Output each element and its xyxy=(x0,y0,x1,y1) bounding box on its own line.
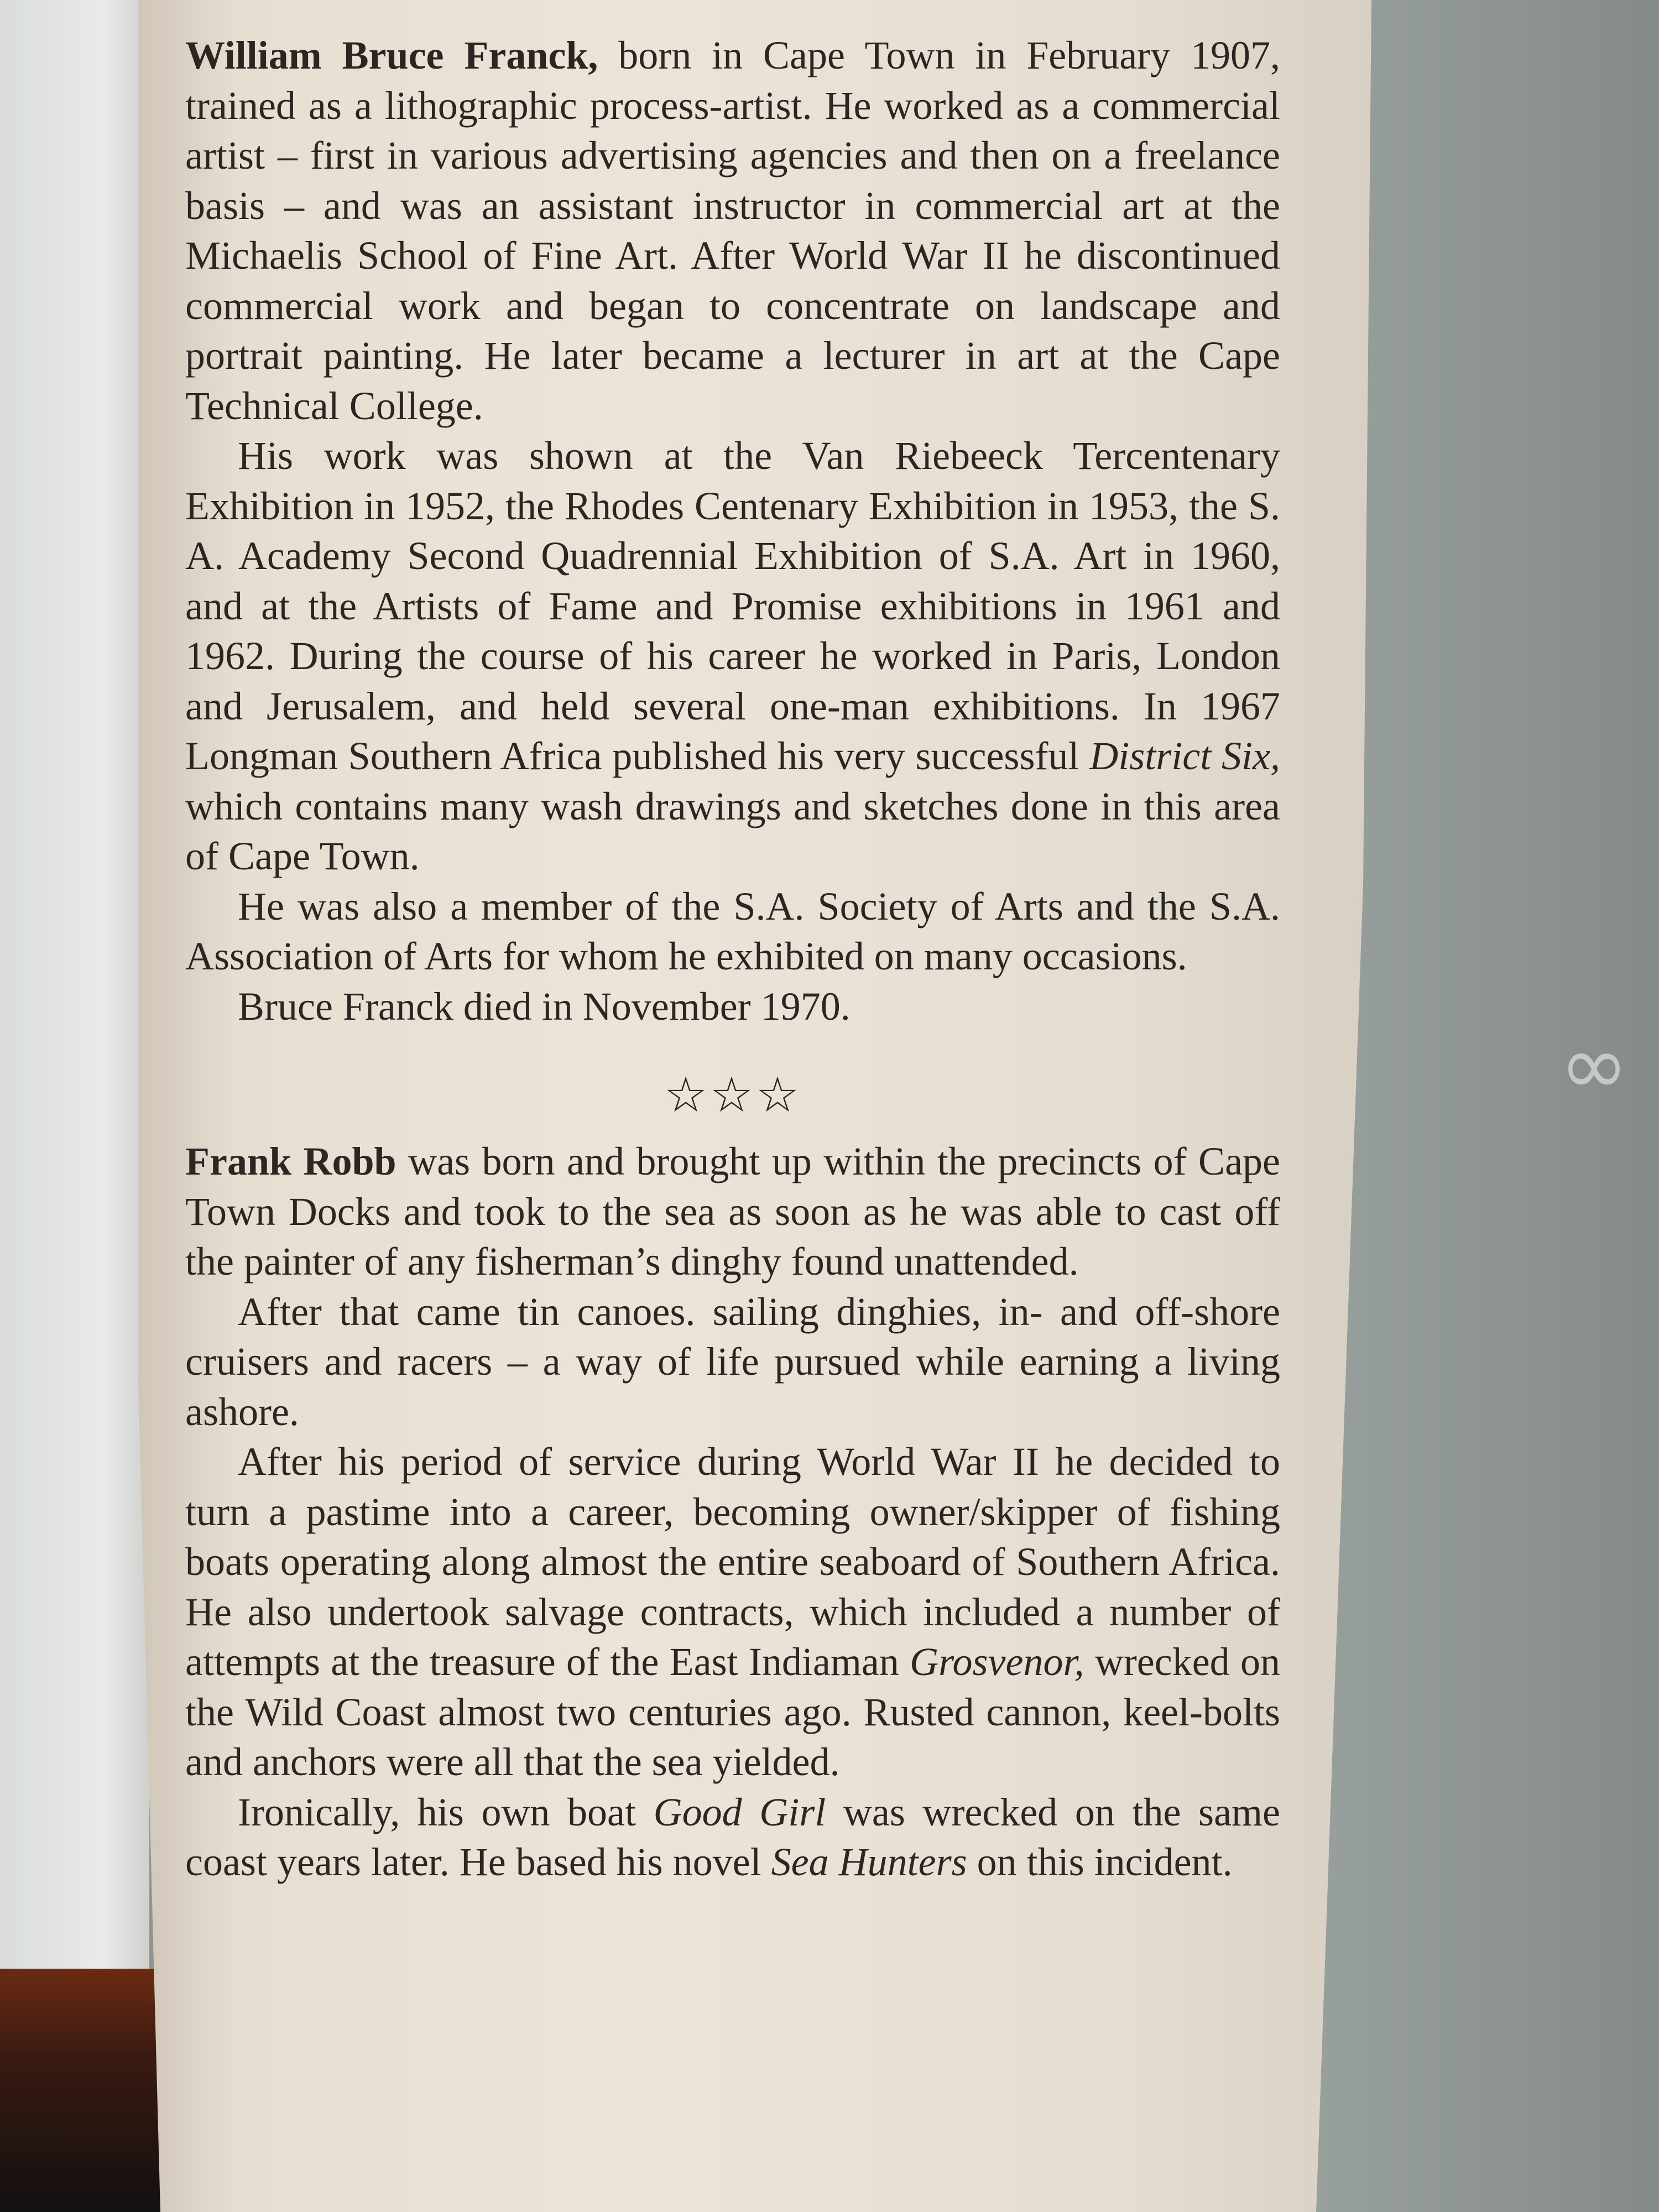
bio1-paragraph-4: Bruce Franck died in November 1970. xyxy=(238,984,851,1029)
ship-name-grosvenor: Grosvenor, xyxy=(910,1640,1084,1684)
bio1-paragraph-2: His work was shown at the Van Riebeeck Tercentenary Exhibition in 1952, the Rhodes Centenary Exhibition in 1953, the S. A. Academy Second Quadrennial Exhibition of S.A. Art in 1960, and at the Artists of Fame and Promise exhibitions in 1961 and 1962. During the course of his career he worked in Paris, London and Jerusalem, and held several one-man exhibitions. In 1967 Longman Southern Africa published his very successful District Six, which contains many wash drawings and sketches done in this area of Cape Town. xyxy=(185,434,1280,878)
bio1-paragraph-3: He was also a member of the S.A. Society of Arts and the S.A. Association of Arts for whom he exhibited on many occasions. xyxy=(185,884,1280,978)
book-title-sea-hunters: Sea Hunters xyxy=(771,1840,967,1884)
bio2-paragraph-4: Ironically, his own boat Good Girl was wrecked on the same coast years later. He based his novel Sea Hunters on this incident. xyxy=(185,1790,1280,1884)
bio2-paragraph-1: Frank Robb was born and brought up within the precincts of Cape Town Docks and took to the sea as soon as he was able to cast off the painter of any fisherman’s dinghy found unattended. xyxy=(185,1139,1280,1284)
boat-name-good-girl: Good Girl xyxy=(653,1790,826,1834)
star-separator-icon: ☆☆☆ xyxy=(664,1066,802,1123)
bio2-paragraph-3: After his period of service during World War II he decided to turn a pastime into a career, becoming owner/skipper of fishing boats operating along almost the entire seaboard of Southern Africa. He also undertook salvage contracts, which included a number of attempts at the treasure of the East Indiaman Grosvenor, wrecked on the Wild Coast almost two centuries ago. Rusted cannon, keel-bolts and anchors were all that the sea yielded. xyxy=(185,1439,1281,1784)
bio2-paragraph-2: After that came tin canoes. sailing dinghies, in- and off-shore cruisers and racers – a way of life pursued while earning a living ashore. xyxy=(185,1289,1280,1434)
book-title-district-six: District Six, xyxy=(1089,734,1280,778)
book-page-edge xyxy=(0,0,149,1969)
bio1-name: William Bruce Franck, xyxy=(185,33,598,77)
flap-text xyxy=(185,30,1280,1887)
bio1-paragraph-1: William Bruce Franck, born in Cape Town in February 1907, trained as a lithographic process-artist. He worked as a commercial artist – first in various advertising agencies and then on a freelance basis – and was an assistant instructor in commercial art at the Michaelis School of Fine Art. After World War II he discontinued commercial work and began to concentrate on landscape and portrait painting. He later became a lecturer in art at the Cape Technical College. xyxy=(185,33,1281,428)
bio2-name: Frank Robb xyxy=(185,1139,397,1183)
partial-mark-icon: ∞ xyxy=(1559,1018,1629,1114)
